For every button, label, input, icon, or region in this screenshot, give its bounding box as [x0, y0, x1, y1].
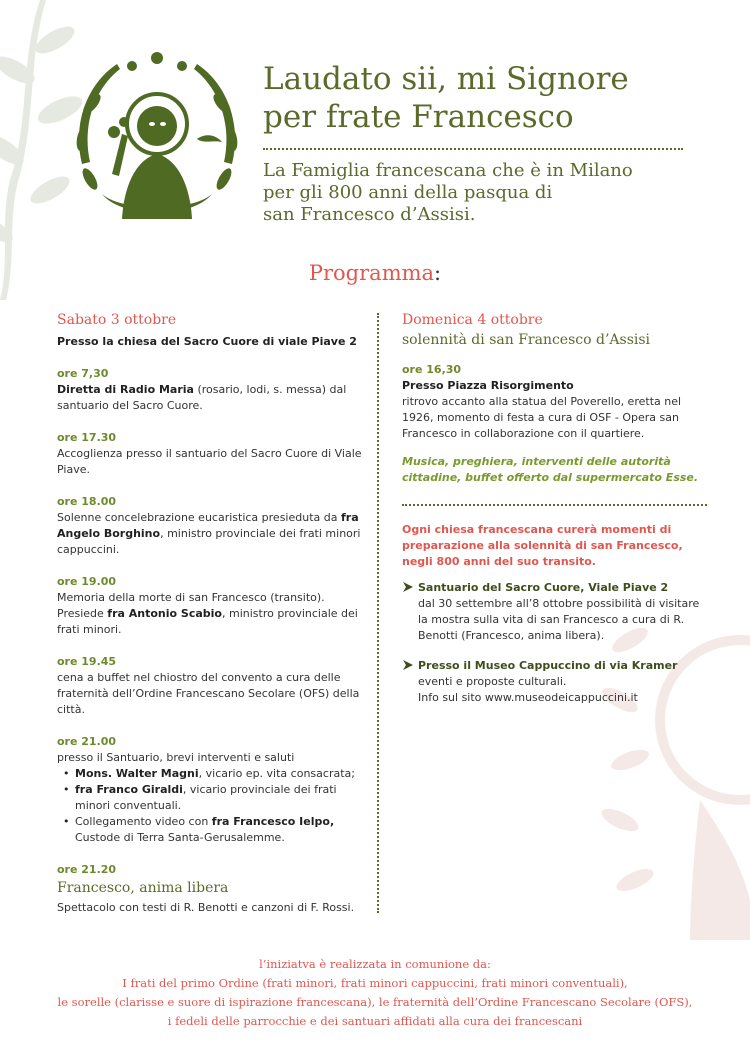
footer-line-2: I frati del primo Ordine (frati minori, frati minori cappuccini, frati minori conventuali),	[122, 976, 628, 990]
title-divider	[263, 148, 683, 150]
subtitle-line-1: La Famiglia francescana che è in Milano	[263, 160, 633, 181]
arrow-icon	[402, 581, 414, 593]
preparation-note: Ogni chiesa francescana curerà momenti di preparazione alla solennità di san Francesco, negli 800 anni del suo transito.	[402, 523, 683, 568]
sunday-place: Presso Piazza Risorgimento	[402, 379, 574, 392]
footer-line-3: le sorelle (clarisse e suore di ispirazione francescana), le fraternità dell’Ordine Francescano Secolare (OFS),	[57, 995, 693, 1009]
sunday-column	[402, 310, 707, 706]
column-divider	[377, 313, 379, 913]
event-pre: Memoria della morte di san Francesco (transito). Presiede	[57, 591, 325, 620]
event-time: ore 21.00	[57, 735, 117, 748]
event-text: cena a buffet nel chiostro del convento a cura delle fraternità dell’Ordine Francescano Secolare (OFS) della città.	[57, 671, 360, 716]
sanctuary-text: dal 30 settembre all’8 ottobre possibilità di visitare la mostra sulla vita di san Francesco a cura di R. Benotti (Francesco, anima libera).	[418, 597, 700, 642]
sunday-heading: Domenica 4 ottobre	[402, 312, 543, 328]
footer-line-1: l’iniziatva è realizzata in comunione da:	[259, 957, 491, 971]
saturday-column	[57, 310, 367, 916]
show-text: Spettacolo con testi di R. Benotti e canzoni di F. Rossi.	[57, 901, 355, 914]
subtitle-line-2: per gli 800 anni della pasqua di	[263, 182, 553, 203]
page-title	[263, 60, 723, 136]
event-text: Accoglienza presso il santuario del Sacro Cuore di Viale Piave.	[57, 447, 362, 476]
event-time: ore 19.00	[57, 575, 117, 588]
museum-line-1: eventi e proposte culturali.	[418, 675, 567, 688]
event-time: ore 18.00	[57, 495, 117, 508]
museum-title: Presso il Museo Cappuccino di via Kramer	[418, 659, 678, 672]
event-bold: Diretta di Radio Maria	[57, 383, 194, 396]
sunday-highlight: Musica, preghiera, interventi delle autorità cittadine, buffet offerto dal supermercato Esse.	[402, 455, 699, 484]
saint-francis-medallion	[62, 44, 252, 234]
footer-line-4: i fedeli delle parrocchie e dei santuari affidati alla cura dei francescani	[167, 1014, 583, 1028]
speaker-role: , vicario provinciale dei frati minori conventuali.	[75, 783, 337, 812]
event-time: ore 7,30	[57, 367, 109, 380]
programma-colon: :	[434, 261, 442, 285]
saturday-heading: Sabato 3 ottobre	[57, 312, 177, 328]
event-time: ore 21.20	[57, 863, 117, 876]
title-line-2: per frate Francesco	[263, 99, 574, 135]
right-divider	[402, 504, 707, 506]
footer	[0, 955, 750, 1031]
event-time: ore 17.30	[57, 431, 117, 444]
speakers-list	[57, 766, 367, 846]
speaker-role: , vicario ep. vita consacrata;	[198, 767, 355, 780]
programma-label: Programma	[308, 261, 435, 285]
speaker-role: Custode di Terra Santa-Gerusalemme.	[75, 831, 285, 844]
event-time: ore 19.45	[57, 655, 117, 668]
event-pre: Solenne concelebrazione eucaristica presieduta da	[57, 511, 341, 524]
event-text	[57, 382, 367, 414]
speaker-item	[61, 782, 367, 814]
sanctuary-title: Santuario del Sacro Cuore, Viale Piave 2	[418, 581, 669, 594]
speaker-name: fra Francesco Ielpo,	[211, 815, 335, 828]
title-line-1: Laudato sii, mi Signore	[263, 61, 629, 97]
subtitle-line-3: san Francesco d’Assisi.	[263, 204, 476, 225]
event-bold: fra Antonio Scabio	[107, 607, 222, 620]
event-text: presso il Santuario, brevi interventi e saluti	[57, 751, 295, 764]
subtitle	[263, 160, 733, 226]
event-rest: (rosario, lodi, s. messa) dal santuario del Sacro Cuore.	[57, 383, 347, 412]
programma-heading	[0, 261, 750, 285]
sanctuary-item	[402, 580, 707, 644]
saturday-place: Presso la chiesa del Sacro Cuore di viale Piave 2	[57, 335, 357, 348]
speaker-name: Mons. Walter Magni	[75, 767, 199, 780]
museum-line-2: Info sul sito www.museodeicappuccini.it	[418, 691, 638, 704]
event-text	[57, 510, 367, 558]
event-rest: , ministro provinciale dei frati minori.	[57, 607, 358, 636]
solemnity-heading: solennità di san Francesco d’Assisi	[402, 332, 651, 348]
sunday-text: ritrovo accanto alla statua del Poverello, eretta nel 1926, momento di festa a cura di OSF - Opera san Francesco in collaborazione con il quartiere.	[402, 395, 682, 440]
event-rest: , ministro provinciale dei frati minori cappuccini.	[57, 527, 361, 556]
museum-item	[402, 658, 707, 706]
event-time: ore 16,30	[402, 363, 462, 376]
speaker-item	[61, 814, 367, 846]
speaker-item	[61, 766, 367, 782]
event-bold: fra Angelo Borghino	[57, 511, 359, 540]
speaker-name: fra Franco Giraldi	[75, 783, 183, 796]
event-text	[57, 590, 367, 638]
speaker-pre: Collegamento video con	[75, 815, 212, 828]
arrow-icon	[402, 659, 414, 671]
show-title: Francesco, anima libera	[57, 880, 229, 896]
